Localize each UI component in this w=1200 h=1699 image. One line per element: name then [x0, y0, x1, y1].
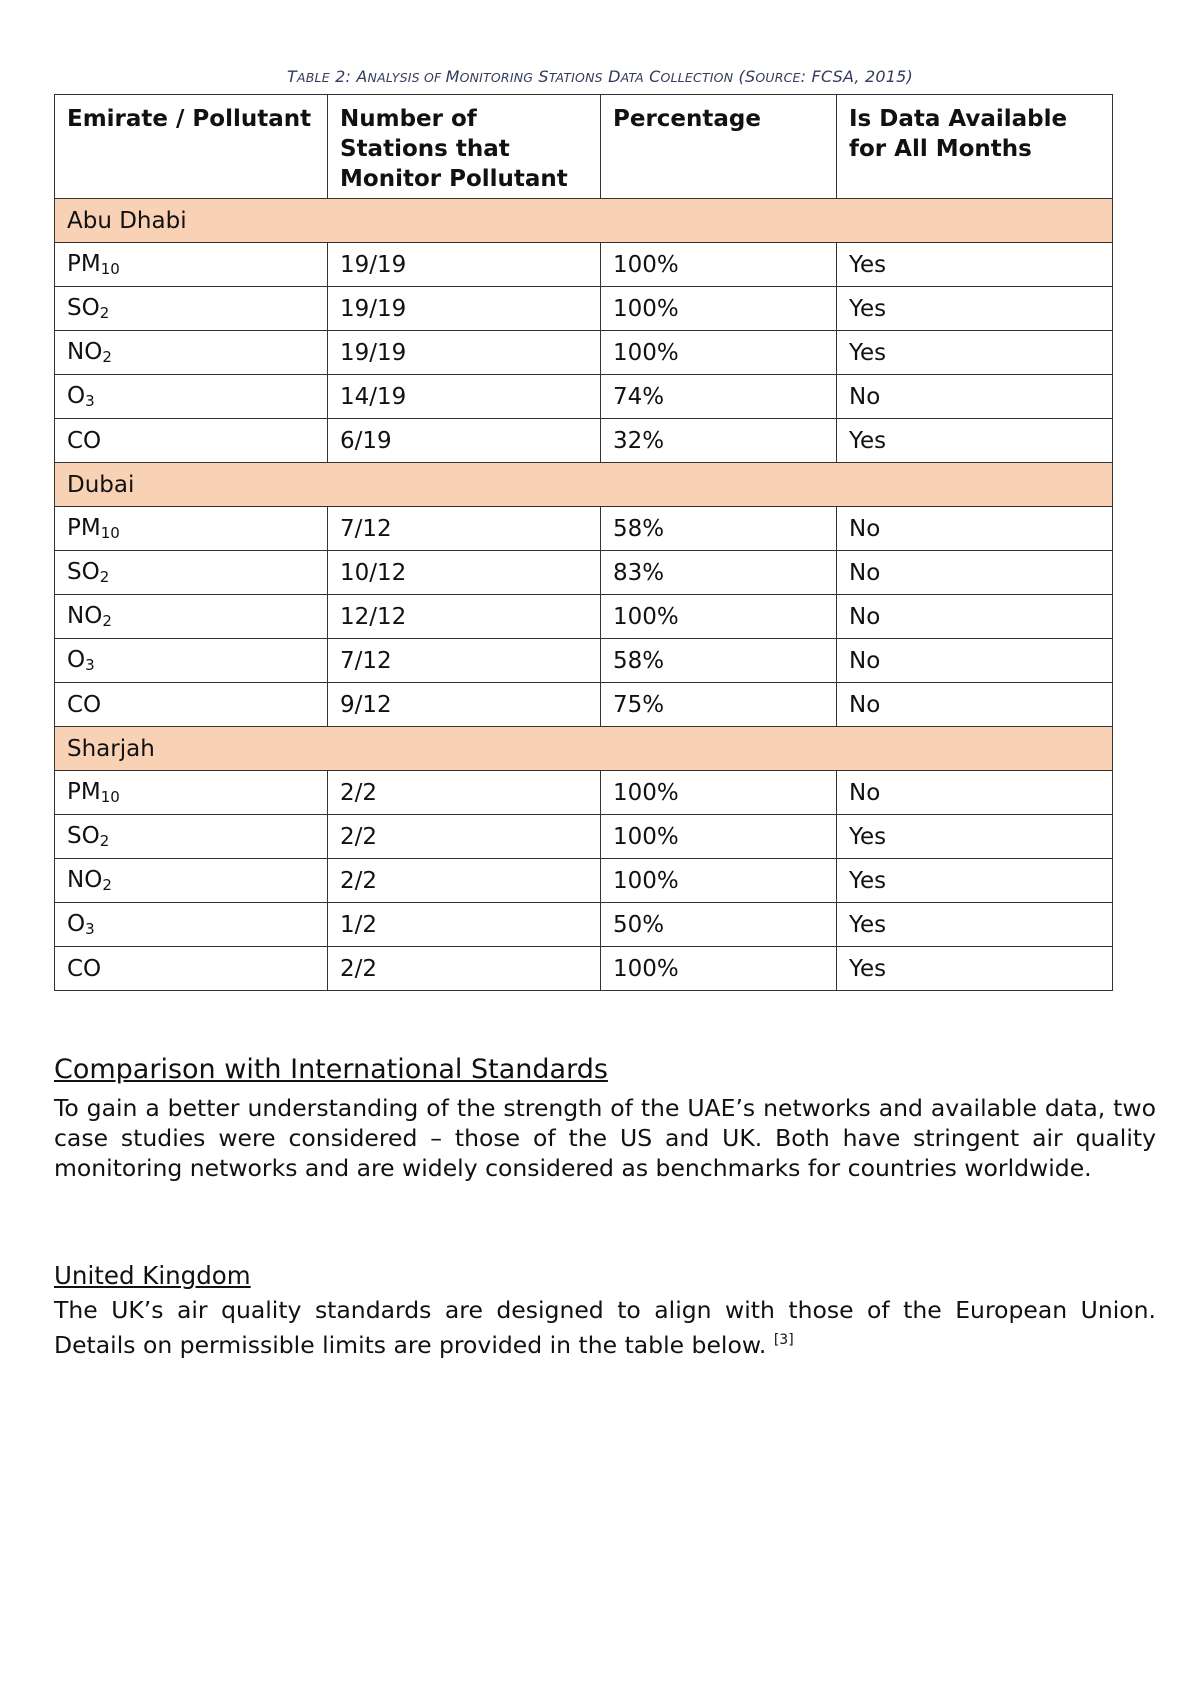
- pollutant-subscript: 10: [100, 788, 120, 806]
- table-row: [55, 595, 1113, 639]
- table-row: [55, 419, 1113, 463]
- stations-cell: 19/19: [328, 243, 601, 287]
- pollutant-name: O: [67, 911, 86, 937]
- section-heading-united-kingdom: United Kingdom: [54, 1261, 251, 1290]
- table-row: [55, 903, 1113, 947]
- table-row: [55, 507, 1113, 551]
- reference-marker: [3]: [773, 1332, 794, 1348]
- emirate-group-row: [55, 727, 1113, 771]
- table-caption: TABLE 2: ANALYSIS OF MONITORING STATIONS DATA COLLECTION (SOURCE: FCSA, 2015): [287, 67, 913, 86]
- stations-cell: 10/12: [328, 551, 601, 595]
- pollutant-subscript: 2: [99, 304, 110, 322]
- pollutant-subscript: 2: [102, 348, 112, 366]
- section-paragraph-comparison: To gain a better understanding of the strength of the UAE’s networks and available data, two case studies were considered – those of the US and UK. Both have stringent air quality monitoring networks and are widely considered as benchmarks for countries worldwide.: [54, 1094, 1156, 1182]
- stations-cell: 1/2: [328, 903, 601, 947]
- percentage-cell: 74%: [601, 375, 837, 419]
- table-body: [55, 199, 1113, 991]
- pollutant-subscript: 3: [85, 392, 95, 410]
- percentage-cell: 100%: [601, 331, 837, 375]
- table-row: [55, 375, 1113, 419]
- stations-cell: 7/12: [328, 639, 601, 683]
- availability-cell: No: [837, 507, 1113, 551]
- availability-cell: No: [837, 771, 1113, 815]
- percentage-cell: 100%: [601, 815, 837, 859]
- pollutant-subscript: 2: [102, 612, 112, 630]
- pollutant-cell: [55, 419, 328, 463]
- stations-cell: 2/2: [328, 815, 601, 859]
- pollutant-name: SO: [67, 823, 100, 849]
- header-number-of-stations: Number of Stations that Monitor Pollutant: [328, 95, 601, 199]
- uk-paragraph-text: The UK’s air quality standards are designed to align with those of the European Union. Details on permissible limits are provided in the table below.: [54, 1296, 1156, 1359]
- header-data-available: Is Data Available for All Months: [837, 95, 1113, 199]
- availability-cell: No: [837, 639, 1113, 683]
- percentage-cell: 75%: [601, 683, 837, 727]
- stations-cell: 14/19: [328, 375, 601, 419]
- section-paragraph-united-kingdom: [54, 1295, 1156, 1360]
- pollutant-name: CO: [67, 691, 102, 718]
- percentage-cell: 100%: [601, 243, 837, 287]
- percentage-cell: 32%: [601, 419, 837, 463]
- availability-cell: No: [837, 375, 1113, 419]
- emirate-name: Abu Dhabi: [55, 199, 1113, 243]
- availability-cell: Yes: [837, 419, 1113, 463]
- pollutant-subscript: 2: [99, 568, 110, 586]
- table-row: [55, 683, 1113, 727]
- pollutant-name: PM: [67, 779, 101, 805]
- percentage-cell: 100%: [601, 771, 837, 815]
- monitoring-stations-table: [54, 94, 1113, 991]
- stations-cell: 2/2: [328, 771, 601, 815]
- stations-cell: 6/19: [328, 419, 601, 463]
- pollutant-cell: [55, 771, 328, 815]
- pollutant-cell: [55, 639, 328, 683]
- table-row: [55, 859, 1113, 903]
- table-row: [55, 243, 1113, 287]
- table-row: [55, 815, 1113, 859]
- pollutant-name: SO: [67, 559, 100, 585]
- pollutant-cell: [55, 859, 328, 903]
- stations-cell: 2/2: [328, 859, 601, 903]
- emirate-group-row: [55, 463, 1113, 507]
- stations-cell: 19/19: [328, 287, 601, 331]
- pollutant-name: CO: [67, 955, 102, 982]
- table-row: [55, 947, 1113, 991]
- table-header-row: [55, 95, 1113, 199]
- availability-cell: Yes: [837, 331, 1113, 375]
- percentage-cell: 100%: [601, 287, 837, 331]
- emirate-group-row: [55, 199, 1113, 243]
- pollutant-cell: [55, 551, 328, 595]
- pollutant-name: O: [67, 383, 86, 409]
- pollutant-name: NO: [67, 603, 103, 629]
- pollutant-cell: [55, 903, 328, 947]
- pollutant-name: PM: [67, 251, 101, 277]
- availability-cell: No: [837, 551, 1113, 595]
- pollutant-cell: [55, 595, 328, 639]
- pollutant-cell: [55, 331, 328, 375]
- pollutant-subscript: 3: [85, 656, 95, 674]
- table-row: [55, 551, 1113, 595]
- availability-cell: Yes: [837, 903, 1113, 947]
- stations-cell: 2/2: [328, 947, 601, 991]
- stations-cell: 7/12: [328, 507, 601, 551]
- percentage-cell: 100%: [601, 947, 837, 991]
- percentage-cell: 58%: [601, 507, 837, 551]
- percentage-cell: 100%: [601, 859, 837, 903]
- percentage-cell: 83%: [601, 551, 837, 595]
- stations-cell: 9/12: [328, 683, 601, 727]
- pollutant-name: PM: [67, 515, 101, 541]
- pollutant-subscript: 10: [100, 260, 120, 278]
- pollutant-subscript: 2: [102, 876, 112, 894]
- pollutant-cell: [55, 287, 328, 331]
- pollutant-cell: [55, 375, 328, 419]
- availability-cell: No: [837, 595, 1113, 639]
- table-row: [55, 287, 1113, 331]
- table-row: [55, 771, 1113, 815]
- stations-cell: 19/19: [328, 331, 601, 375]
- pollutant-subscript: 10: [100, 524, 120, 542]
- pollutant-cell: [55, 947, 328, 991]
- pollutant-subscript: 3: [85, 920, 95, 938]
- emirate-name: Dubai: [55, 463, 1113, 507]
- availability-cell: Yes: [837, 947, 1113, 991]
- stations-cell: 12/12: [328, 595, 601, 639]
- pollutant-name: NO: [67, 867, 103, 893]
- percentage-cell: 100%: [601, 595, 837, 639]
- table-row: [55, 331, 1113, 375]
- pollutant-subscript: 2: [99, 832, 110, 850]
- availability-cell: Yes: [837, 815, 1113, 859]
- emirate-name: Sharjah: [55, 727, 1113, 771]
- availability-cell: Yes: [837, 859, 1113, 903]
- pollutant-cell: [55, 683, 328, 727]
- pollutant-cell: [55, 815, 328, 859]
- pollutant-name: O: [67, 647, 86, 673]
- percentage-cell: 50%: [601, 903, 837, 947]
- table-row: [55, 639, 1113, 683]
- section-heading-comparison: Comparison with International Standards: [54, 1054, 608, 1085]
- header-emirate-pollutant: Emirate / Pollutant: [55, 95, 328, 199]
- pollutant-cell: [55, 507, 328, 551]
- pollutant-cell: [55, 243, 328, 287]
- availability-cell: Yes: [837, 287, 1113, 331]
- pollutant-name: NO: [67, 339, 103, 365]
- availability-cell: Yes: [837, 243, 1113, 287]
- availability-cell: No: [837, 683, 1113, 727]
- pollutant-name: CO: [67, 427, 102, 454]
- header-percentage: Percentage: [601, 95, 837, 199]
- pollutant-name: SO: [67, 295, 100, 321]
- percentage-cell: 58%: [601, 639, 837, 683]
